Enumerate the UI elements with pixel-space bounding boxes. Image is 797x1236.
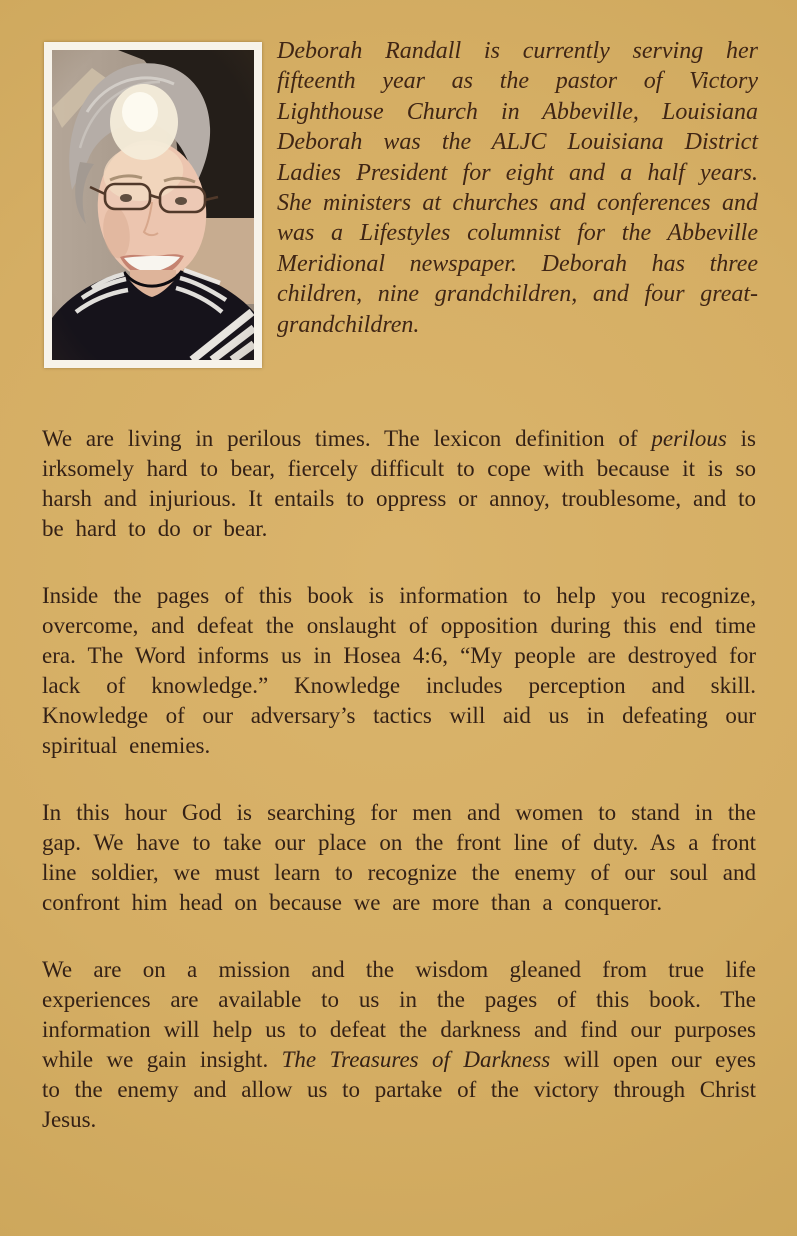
text-segment: We are on a mission and the wisdom gleaned from true life experiences are available to us in the pages of this book. The information will help us to defeat the darkness and find our purposes while we gain insight. <box>42 957 756 1072</box>
author-bio: Deborah Randall is currently serving her fifteenth year as the pastor of Victory Lighthouse Church in Abbeville, Louisiana Deborah was the ALJC Louisiana District Ladies President for eight and a half years. She ministers at churches and conferences and was a Lifestyles columnist for the Abbeville Meridional newspaper. Deborah has three children, nine grandchildren, and four great-grandchildren. <box>277 38 758 338</box>
text-segment: We are living in perilous times. The lexicon definition of <box>42 426 652 451</box>
body-paragraph <box>42 955 756 1135</box>
body-paragraph <box>42 798 756 918</box>
text-segment: In this hour God is searching for men and women to stand in the gap. We have to take our place on the front line of duty. As a front line soldier, we must learn to recognize the enemy of our soul and confront him head on because we are more than a conqueror. <box>42 800 756 915</box>
italic-phrase: The Treasures of Darkness <box>281 1047 551 1072</box>
text-segment: will open our eyes to the enemy and allow us to partake of the victory through Christ Jesus. <box>42 1047 757 1132</box>
body-paragraph <box>42 424 756 544</box>
italic-phrase: perilous <box>651 426 727 451</box>
author-portrait-illustration <box>52 50 254 360</box>
text-segment: Inside the pages of this book is information to help you recognize, overcome, and defeat the onslaught of opposition during this end time era. The Word informs us in Hosea 4:6, “My people are destroyed for lack of knowledge.” Knowledge includes perception and skill. Knowledge of our adversary’s tactics will aid us in defeating our spiritual enemies. <box>42 583 756 758</box>
body-paragraph <box>42 581 756 761</box>
synopsis <box>42 424 756 1172</box>
author-photo <box>44 42 262 368</box>
text-segment: is irksomely hard to bear, fiercely difficult to cope with because it is so harsh and injurious. It entails to oppress or annoy, troublesome, and to be hard to do or bear. <box>42 426 756 541</box>
